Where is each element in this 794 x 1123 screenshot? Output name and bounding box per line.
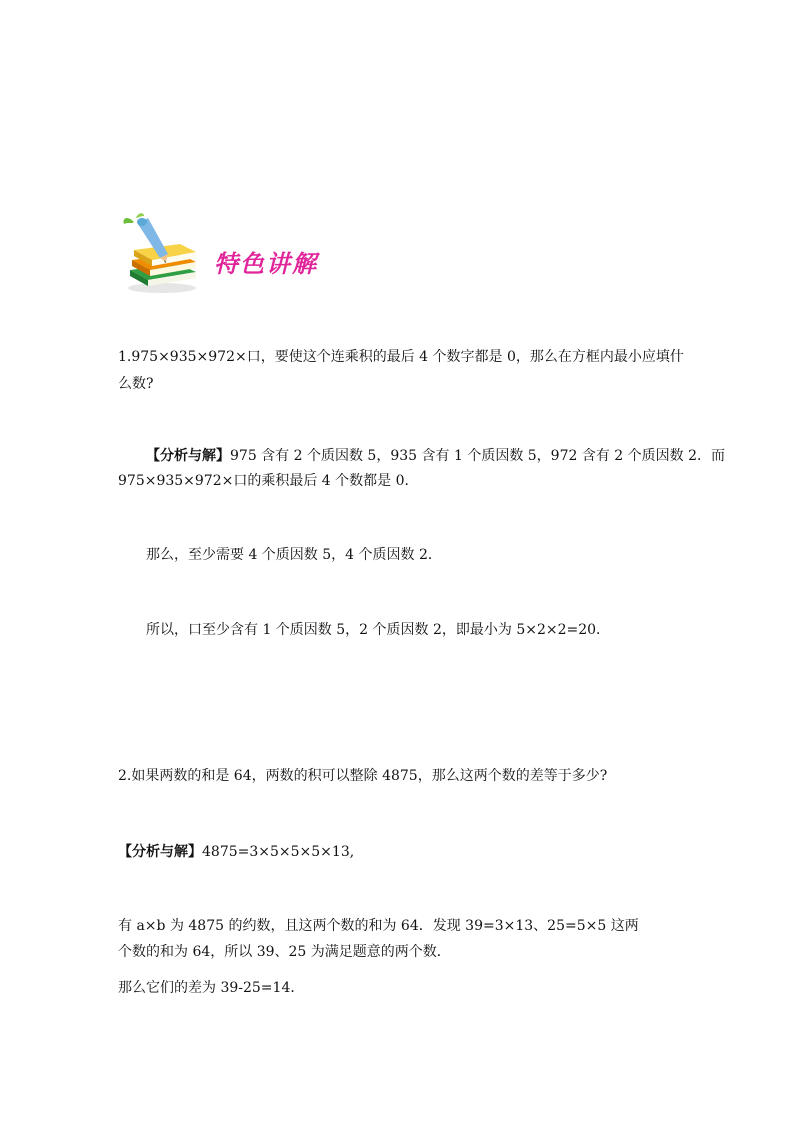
q2-question: 2.如果两数的和是 64，两数的积可以整除 4875，那么这两个数的差等于多少?: [118, 768, 608, 784]
q1-step-2: 所以，口至少含有 1 个质因数 5，2 个质因数 2，即最小为 5×2×2=20．: [146, 622, 611, 638]
q2-analysis-label: 【分析与解】: [118, 844, 202, 860]
q2-analysis-line-1: 有 a×b 为 4875 的约数，且这两个数的和为 64．发现 39=3×13、25=5×5 这两: [118, 918, 639, 934]
q1-analysis-text-1: 975 含有 2 个质因数 5，935 含有 1 个质因数 5，972 含有 2 个质因数 2．而: [230, 448, 726, 464]
q1-analysis-label: 【分析与解】: [146, 448, 230, 464]
q1-question-line-2: 么数?: [118, 376, 154, 392]
q1-step-1: 那么，至少需要 4 个质因数 5，4 个质因数 2．: [146, 547, 442, 563]
q2-conclusion: 那么它们的差为 39-25=14．: [118, 980, 305, 996]
book-stack-pencil-icon: [120, 212, 202, 296]
q2-analysis-line-2: 个数的和为 64，所以 39、25 为满足题意的两个数．: [118, 944, 451, 960]
q2-factorization: 4875=3×5×5×5×13,: [202, 844, 355, 860]
q1-question-line-1: 1.975×935×972×口，要使这个连乘积的最后 4 个数字都是 0，那么在方框内最小应填什: [118, 349, 684, 365]
q1-analysis-line-1: [146, 444, 725, 468]
section-title: 特色讲解: [214, 250, 318, 278]
q1-analysis-line-2: 975×935×972×口的乘积最后 4 个数都是 0．: [118, 473, 419, 489]
q2-analysis-line: [118, 840, 354, 864]
